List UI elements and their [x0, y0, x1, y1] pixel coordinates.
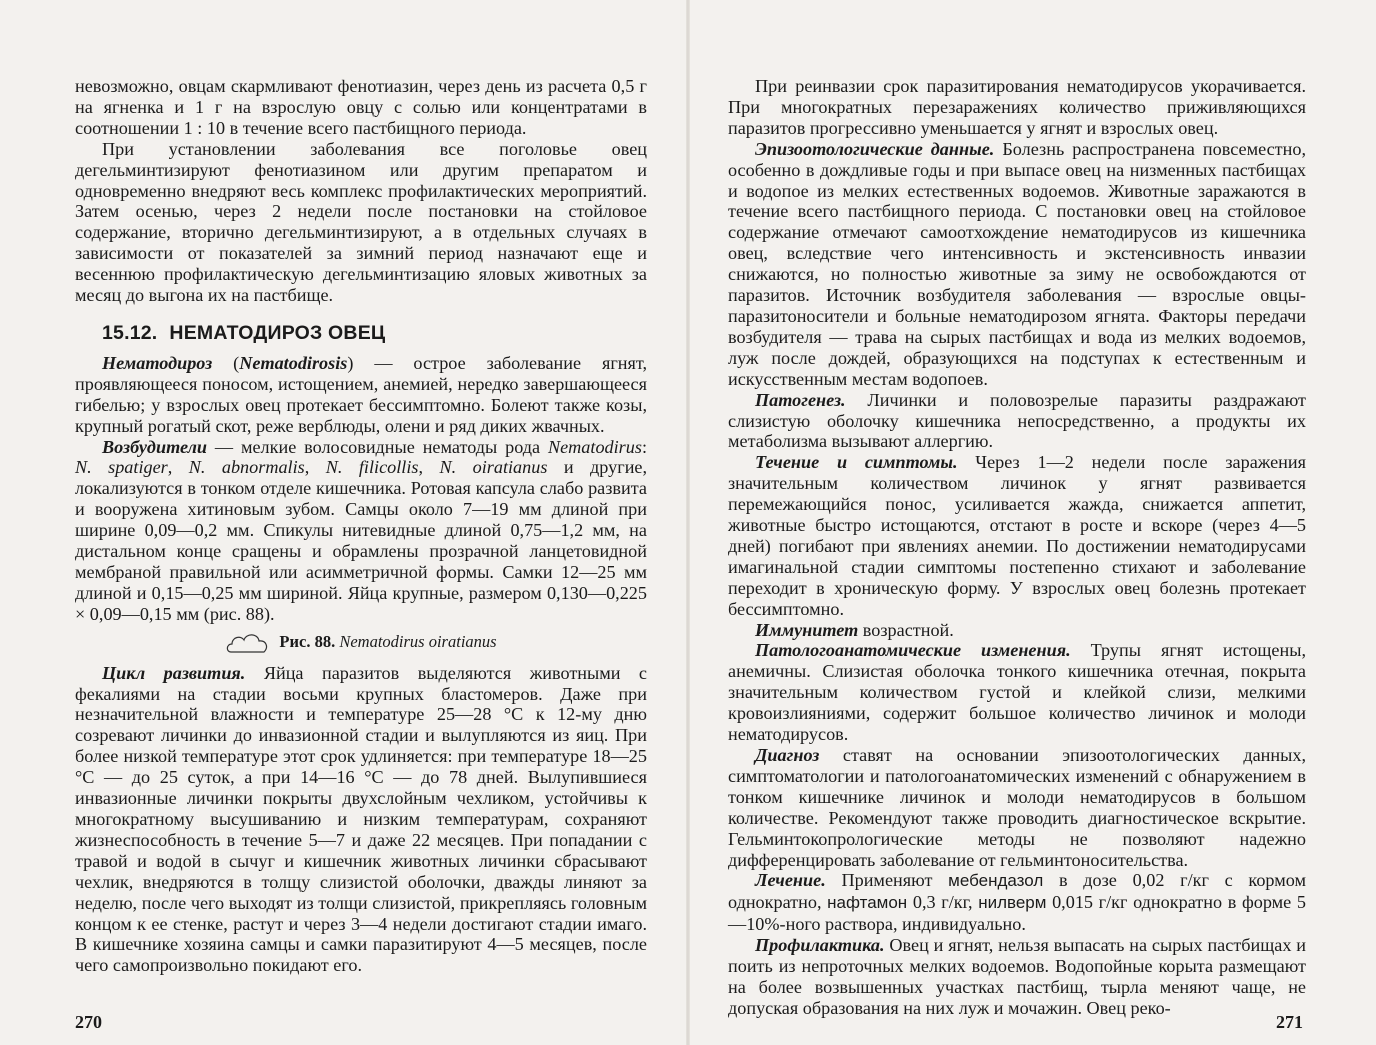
right-page: [728, 76, 1306, 1019]
latin-name: N. filicollis: [325, 457, 419, 478]
term: Патологоанатомические изменения.: [755, 640, 1071, 661]
latin-name: N. abnormalis: [188, 457, 305, 478]
paragraph-pathogenesis: Патогенез. Личинки и половозрелые паразиты раздражают слизистую оболочку кишечника непосредственно, а продукты их метаболизма вызывают аллергию.: [728, 389, 1306, 452]
paragraph: При установлении заболевания все поголовье овец дегельминтизируют фенотиазином или другим препаратом и одновременно внедряют весь комплекс профилактических мероприятий. Затем осенью, через 2 недели после постановки на стойловое содержание, вторично дегельминтизируют, а в отдельных случаях в зависимости от показателей за зимний период назначают еще и весеннюю профилактическую дегельминтизацию яловых животных за месяц до выгона их на пастбище.: [75, 138, 647, 306]
page-number-right: 271: [1276, 1012, 1303, 1032]
term: Нематодироз: [102, 352, 213, 373]
latin-name: N. oiratianus: [439, 457, 548, 478]
latin-term: Nematodirosis: [239, 352, 348, 373]
cloud-icon: [225, 630, 271, 656]
term: Иммунитет: [755, 619, 859, 640]
page-number-left: 270: [75, 1012, 102, 1032]
term: Лечение.: [755, 870, 826, 891]
paragraph-pathology: Патологоанатомические изменения. Трупы ягнят истощены, анемичны. Слизистая оболочка тонкого кишечника отечная, покрыта значительным количеством густой и клейкой слизи, мелкими кровоизлияниями, содержит большое количество личинок и молоди нематодирусов.: [728, 640, 1307, 745]
paragraph-agents: Возбудители — мелкие волосовидные нематоды рода Nematodirus: N. spatiger, N. abnormalis, N. filicollis, N. oiratianus и другие, локализуются в тонком отделе кишечника. Ротовая капсула слабо развита и вооружена хитиновым зубом. Самцы около 7—19 мм длиной при ширине 0,09—0,2 мм. Спикулы нитевидные длиной 0,75—1,2 мм, на дистальном конце сращены и обрамлены прозрачной ланцетовидной мембраной правильной или асимметричной формы. Самки 12—25 мм длиной и 0,15—0,25 мм шириной. Яйца крупные, размером 0,130—0,225 × 0,09—0,15 мм (рис. 88).: [75, 436, 648, 624]
term: Профилактика.: [755, 935, 885, 956]
section-title: НЕМАТОДИРОЗ ОВЕЦ: [169, 321, 386, 344]
drug-name: нафтамон: [827, 893, 908, 913]
paragraph-definition: Нематодироз (Nematodirosis) — острое заболевание ягнят, проявляющееся поносом, истощением, анемией, нередко завершающееся гибелью; у взрослых овец протекает бессимптомно. Болеют также козы, крупный рогатый скот, реже верблюды, олени и ряд диких жвачных.: [75, 352, 648, 436]
paragraph-symptoms: Течение и симптомы. Через 1—2 недели после заражения значительным количеством личинок у ягнят развивается перемежающийся понос, усиливается жажда, снижается аппетит, животные быстро истощаются, отстают в росте и вскоре (через 4—5 дней) погибают при явлениях анемии. По достижении нематодирусами имагинальной стадии симптомы постепенно стихают и заболевание переходит в хроническую форму. У взрослых овец болезнь протекает бессимптомно.: [728, 452, 1306, 619]
left-page: [75, 76, 647, 976]
section-heading: [102, 323, 647, 344]
paragraph-immunity: Иммунитет возрастной.: [755, 619, 954, 640]
paragraph-diagnosis: Диагноз ставят на основании эпизоотологических данных, симптоматологии и патологоанатомических изменений с обнаружением в тонком кишечнике личинок и молоди нематодирусов в большом количестве. Рекомендуют также проводить диагностическое вскрытие. Гельминтокопрологические методы не позволяют надежно дифференцировать заболевание от гельминтоносительства.: [728, 745, 1306, 870]
term: Возбудители: [102, 436, 208, 457]
paragraph-treatment: Лечение. Применяют мебендазол в дозе 0,02 г/кг с кормом однократно, нафтамон 0,3 г/кг, нилверм 0,015 г/кг однократно в форме 5—10%-ного раствора, индивидуально.: [728, 870, 1306, 935]
figure-name: Nematodirus oiratianus: [339, 631, 497, 651]
paragraph: невозможно, овцам скармливают фенотиазин, через день из расчета 0,5 г на ягненка и 1 г на взрослую овцу с солью или концентратами в соотношении 1 : 10 в течение всего пастбищного периода.: [75, 76, 647, 138]
term: Диагноз: [755, 745, 820, 765]
latin-name: Nematodirus: [547, 436, 642, 457]
term: Цикл развития.: [102, 662, 246, 683]
figure-caption: [75, 630, 647, 656]
drug-name: нилверм: [978, 893, 1047, 913]
section-number: 15.12.: [102, 321, 158, 344]
term: Патогенез.: [755, 389, 846, 410]
latin-name: N. spatiger: [75, 457, 168, 478]
term: Течение и симптомы.: [755, 452, 958, 473]
paragraph-prevention: Профилактика. Овец и ягнят, нельзя выпасать на сырых пастбищах и поить из непроточных мелких водоемов. Водопойные корыта размещают на более возвышенных участках пастбищ, тырла меняют чаще, не допуская образования на них луж и мочажин. Овец реко-: [728, 935, 1306, 1018]
drug-name: мебендазол: [948, 871, 1044, 891]
term: Эпизоотологические данные.: [755, 138, 995, 159]
figure-label: Рис. 88.: [279, 631, 336, 651]
book-spine: [686, 0, 690, 1045]
paragraph: При реинвазии срок паразитирования нематодирусов укорачивается. При многократных перезаражениях количество приживляющихся паразитов прогрессивно уменьшается у ягнят и взрослых овец.: [728, 76, 1306, 138]
paragraph-cycle: Цикл развития. Яйца паразитов выделяются животными с фекалиями на стадии восьми крупных бластомеров. Даже при незначительной влажности и температуре 25—28 °С к 12-му дню созревают личинки до инвазионной стадии и вылупляются из яиц. При более низкой температуре этот срок удлиняется: при температуре 18—25 °С — до 25 суток, а при 14—16 °С — до 78 дней. Вылупившиеся инвазионные личинки покрыты двухслойным чехликом, устойчивы к многократному высушиванию и низким температурам, сохраняют жизнеспособность в течение 5—7 и даже 22 месяцев. При попадании с травой и водой в сычуг и кишечник животных личинки сбрасывают чехлик, внедряются в толщу слизистой оболочки, дважды линяют за неделю, после чего выходят из толщи слизистой, прикрепляясь головным концом к ее стенке, растут и через 3—4 недели достигают стадии имаго. В кишечнике хозяина самцы и самки паразитируют 4—5 месяцев, после чего самопроизвольно покидают его.: [75, 662, 648, 976]
paragraph-epizootology: Эпизоотологические данные. Болезнь распространена повсеместно, особенно в дождливые годы и при выпасе овец на низменных пастбищах и водопое из мелких естественных водоемов. Животные заражаются в течение всего пастбищного периода. С постановки овец на стойловое содержание отмечают самоотхождение нематодирусов из кишечника овец, вследствие чего интенсивность и экстенсивность инвазии снижаются, но полностью животные за зиму не освобождаются от паразитов. Источник возбудителя заболевания — взрослые овцы-паразитоносители и больные нематодирозом ягнята. Факторы передачи возбудителя — трава на сырых пастбищах и вода из мелких водоемов, луж после дождей, образующихся на подступах к естественным и искусственным местам водопоев.: [728, 138, 1306, 389]
